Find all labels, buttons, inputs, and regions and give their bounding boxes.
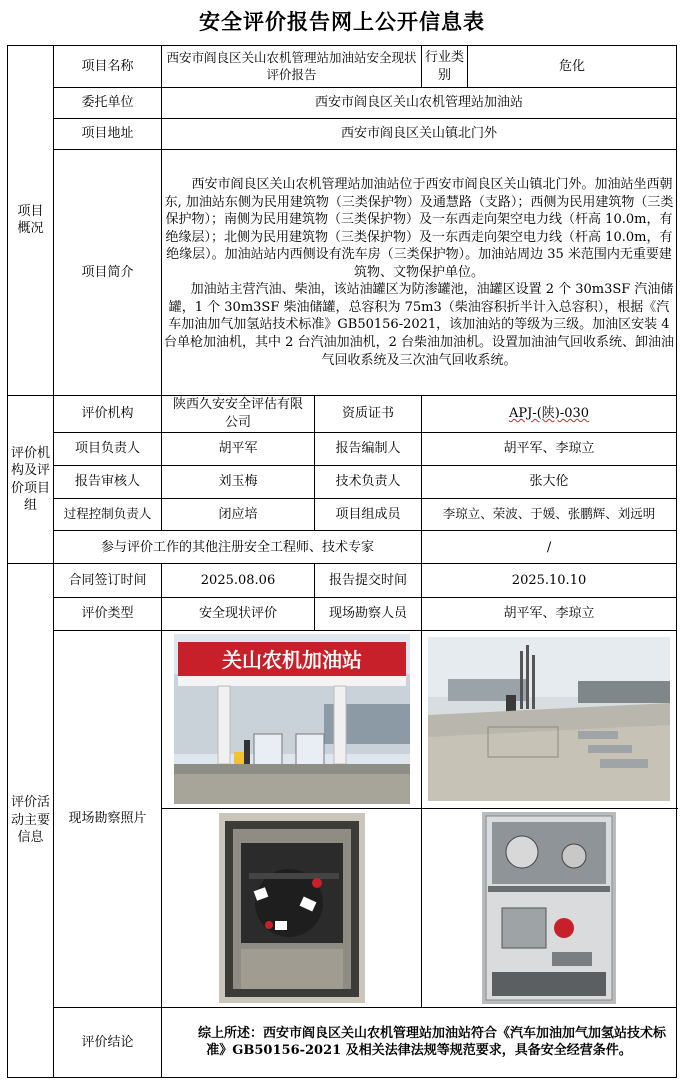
intro-paragraph-1: 西安市阎良区关山农机管理站加油站位于西安市阎良区关山镇北门外。加油站坐西朝东, 加油站东侧为民用建筑物（三类保护物）及通慧路（支路）；西侧为民用建筑物（三类保护物）；南侧为民用建筑物（三类保护物）及一东西走向架空电力线（杆高 10.0m，有绝缘层）；北侧为民用建筑物（三类保护物）及一东西走向架空电力线（杆高 10.0m，有绝缘层）。加油站站内西侧设有洗车房（三类保护物）。加油站周边 35 米范围内无重要建筑物、文物保护单位。 — [164, 177, 674, 280]
industry-label: 行业类别 — [422, 46, 468, 88]
station-sign-text: 关山农机加油站 — [221, 648, 362, 673]
writer-label: 报告编制人 — [315, 433, 422, 466]
tech-value: 张大伦 — [422, 466, 677, 499]
project-name-label: 项目名称 — [54, 46, 162, 88]
members-label: 项目组成员 — [315, 499, 422, 531]
reviewer-label: 报告审核人 — [54, 466, 162, 499]
intro-text — [162, 150, 677, 396]
client-label: 委托单位 — [54, 88, 162, 119]
info-table — [7, 45, 677, 1078]
experts-value: / — [422, 531, 677, 564]
activity-group-label: 评价活动主要信息 — [8, 564, 54, 1078]
contract-value: 2025.08.06 — [162, 564, 315, 597]
cert-value — [422, 395, 677, 432]
tech-label: 技术负责人 — [315, 466, 422, 499]
process-value: 闭应培 — [162, 499, 315, 531]
conclusion-text — [162, 1007, 677, 1077]
submit-label: 报告提交时间 — [315, 564, 422, 597]
photo-cell-2 — [422, 630, 677, 809]
reviewer-value: 刘玉梅 — [162, 466, 315, 499]
tank-area-illustration — [428, 637, 670, 801]
conclusion-paragraph: 综上所述：西安市阎良区关山农机管理站加油站符合《汽车加油加气加氢站技术标准》GB50156-2021 及相关法律法规等规范要求，具备安全经营条件。 — [198, 1025, 667, 1059]
surveyor-value: 胡平军、李琼立 — [422, 597, 677, 630]
leader-label: 项目负责人 — [54, 433, 162, 466]
submit-value: 2025.10.10 — [422, 564, 677, 597]
industry-value: 危化 — [468, 46, 677, 88]
project-name-value: 西安市阎良区关山农机管理站加油站安全现状评价报告 — [162, 46, 422, 88]
type-value: 安全现状评价 — [162, 597, 315, 630]
cert-label: 资质证书 — [315, 395, 422, 432]
photo-tank-area — [428, 637, 670, 801]
cert-number: APJ-(陕)-030 — [508, 406, 590, 422]
page-title: 安全评价报告网上公开信息表 — [199, 10, 485, 34]
agency-value: 陕西久安安全评估有限公司 — [162, 395, 315, 432]
writer-value: 胡平军、李琼立 — [422, 433, 677, 466]
intro-label: 项目简介 — [54, 150, 162, 396]
org-group-label: 评价机构及评价项目组 — [8, 395, 54, 563]
members-value: 李琼立、荣波、于媛、张鹏辉、刘远明 — [422, 499, 677, 531]
photos-label: 现场勘察照片 — [54, 630, 162, 1007]
photo-dispenser-interior — [482, 812, 616, 1004]
leader-value: 胡平军 — [162, 433, 315, 466]
client-value: 西安市阎良区关山农机管理站加油站 — [162, 88, 677, 119]
conclusion-label: 评价结论 — [54, 1007, 162, 1077]
address-value: 西安市阎良区关山镇北门外 — [162, 119, 677, 150]
intro-paragraph-2: 加油站主营汽油、柴油，该站油罐区为防渗罐池，油罐区设置 2 个 30m3SF 汽油储罐，1 个 30m3SF 柴油储罐，总容积为 75m3（柴油容积折半计入总容积），根据《汽车加油加气加氢站技术标准》GB50156-2021，该加油站的等级为三级。加油区安装 4 台单枪加油机，其中 2 台汽油加油机，2 台柴油加油机。设置加油油气回收系统、卸油油气回收系统及三次油气回收系统。 — [164, 282, 674, 368]
photo-tank-manhole — [219, 813, 365, 1003]
overview-group-label: 项目概况 — [8, 46, 54, 396]
contract-label: 合同签订时间 — [54, 564, 162, 597]
station-canopy-illustration — [174, 634, 410, 804]
experts-label: 参与评价工作的其他注册安全工程师、技术专家 — [54, 531, 422, 564]
photo-station-canopy — [174, 634, 410, 804]
dispenser-interior-illustration — [482, 812, 616, 1004]
address-label: 项目地址 — [54, 119, 162, 150]
surveyor-label: 现场勘察人员 — [315, 597, 422, 630]
photo-cell-1 — [162, 630, 422, 809]
type-label: 评价类型 — [54, 597, 162, 630]
agency-label: 评价机构 — [54, 395, 162, 432]
photo-cell-3 — [162, 809, 422, 1008]
tank-manhole-illustration — [219, 813, 365, 1003]
process-label: 过程控制负责人 — [54, 499, 162, 531]
photo-cell-4 — [422, 809, 677, 1008]
